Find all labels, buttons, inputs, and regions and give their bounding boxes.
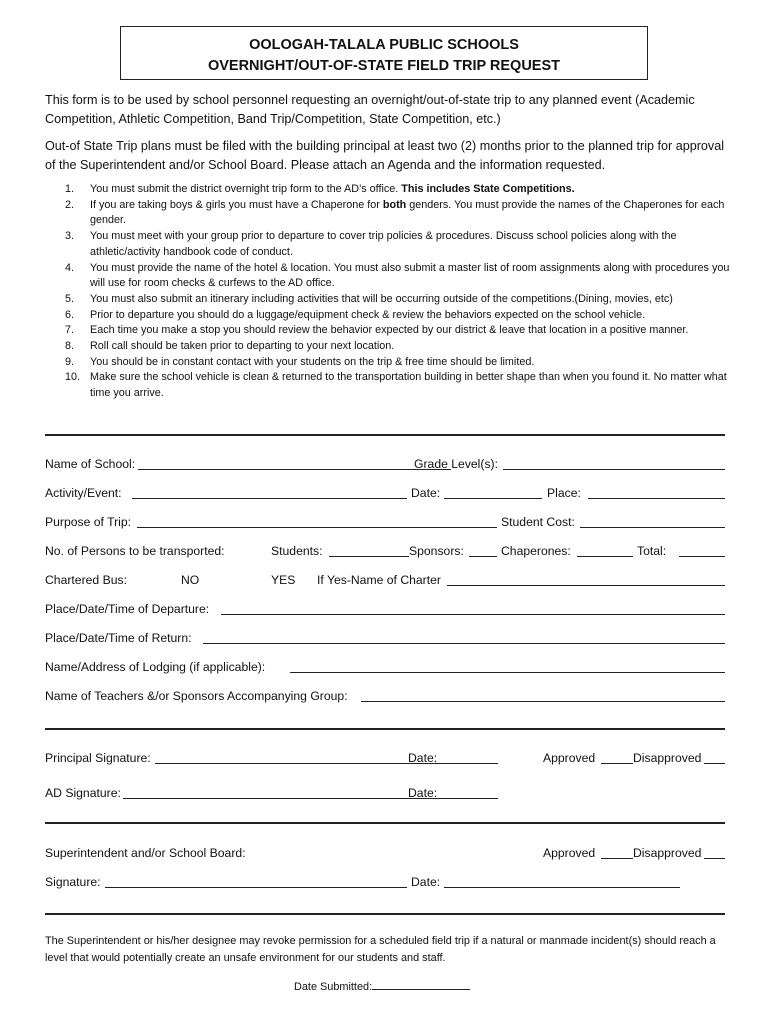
ad-row [45,784,735,802]
board-signature-field[interactable] [105,887,407,888]
activity-field[interactable] [132,498,407,499]
rule-number: 5. [65,292,75,305]
grade-label: Grade Level(s): [414,457,498,471]
principal-disapproved-label: Disapproved [633,751,702,765]
persons-label: No. of Persons to be transported: [45,544,225,558]
bus-row [45,571,735,589]
rule-number: 2. [65,198,75,211]
departure-label: Place/Date/Time of Departure: [45,602,210,616]
board-disapproved-field[interactable] [704,858,725,859]
section-divider [45,913,725,915]
purpose-field[interactable] [137,527,497,528]
school-label: Name of School: [45,457,136,471]
rule-text: Prior to departure you should do a luggage/equipment check & review the behaviors expected on the school vehicle. [90,308,646,321]
principal-disapproved-field[interactable] [704,763,725,764]
place-field[interactable] [588,498,725,499]
students-label: Students: [271,544,323,558]
board-date-field[interactable] [444,887,680,888]
school-field[interactable] [138,469,451,470]
bus-label: Chartered Bus: [45,573,127,587]
school-district-title: OOLOGAH-TALALA PUBLIC SCHOOLS [249,37,519,53]
filing-paragraph: Out-of State Trip plans must be filed with the building principal at least two (2) months prior to the planned trip for approval of the Superintendent and/or School Board. Please attach an Agenda and the information requested. [45,139,725,172]
student-cost-field[interactable] [580,527,725,528]
rule-text: Make sure the school vehicle is clean & returned to the transportation building in better shape than when you found it. No matter what time you arrive. [90,371,727,400]
date-submitted-field[interactable] [372,978,470,990]
total-field[interactable] [679,556,725,557]
principal-approved-label: Approved [543,751,596,765]
ad-date-label: Date: [408,786,438,800]
form-title: OVERNIGHT/OUT-OF-STATE FIELD TRIP REQUEST [207,58,561,74]
superintendent-row [45,844,735,862]
rule-number: 7. [65,324,75,337]
rule-item [45,229,735,260]
ad-signature-label: AD Signature: [45,786,121,800]
section-divider [45,434,725,436]
place-label: Place: [547,486,581,500]
form-title-box [120,26,648,80]
board-approved-label: Approved [543,846,596,860]
rule-item [45,292,735,308]
principal-date-label: Date: [408,751,438,765]
rule-number: 3. [65,230,75,243]
rule-text: You must submit the district overnight trip form to the AD’s office. [90,183,402,195]
school-row [45,455,735,473]
students-field[interactable] [329,556,409,557]
return-field[interactable] [203,643,725,644]
rule-item [45,182,735,198]
rule-text: If you are taking boys & girls you must have a Chaperone for [90,198,383,211]
sponsors-label: Sponsors: [409,544,464,558]
rule-number: 10. [65,371,81,384]
departure-row [45,600,735,618]
rule-item [45,261,735,292]
section-divider [45,822,725,824]
board-approved-field[interactable] [601,858,633,859]
date-submitted-label: Date Submitted: [294,981,373,993]
rule-text: You should be in constant contact with your students on the trip & free time should be limited. [90,355,535,368]
rule-text: You must also submit an itinerary including activities that will be occurring outside of the competitions.(Dining, movies, etc) [90,292,673,305]
lodging-row [45,658,735,676]
activity-date-field[interactable] [444,498,542,499]
board-date-label: Date: [411,875,441,889]
ad-date-field[interactable] [408,798,498,799]
rule-item [45,308,735,324]
rule-number: 8. [65,340,75,353]
rule-text: Each time you make a stop you should review the behavior expected by our district & leave that location in a positive manner. [90,324,689,337]
rule-item [45,323,735,339]
date-submitted-row [294,978,470,993]
rule-text-continued: genders. You must provide the names of the Chaperones for each gender. [90,198,725,227]
rule-number: 6. [65,308,75,321]
activity-date-label: Date: [411,486,441,500]
sponsors-field[interactable] [469,556,497,557]
rule-emphasis: both [382,198,407,211]
bus-no-option[interactable]: NO [181,573,200,587]
board-disapproved-label: Disapproved [633,846,702,860]
bus-yes-option[interactable]: YES [271,573,296,587]
student-cost-label: Student Cost: [501,515,575,529]
purpose-label: Purpose of Trip: [45,515,132,529]
principal-date-field[interactable] [408,763,498,764]
total-label: Total: [637,544,667,558]
return-label: Place/Date/Time of Return: [45,631,192,645]
teachers-label: Name of Teachers &/or Sponsors Accompanying Group: [45,689,348,703]
principal-signature-field[interactable] [155,763,408,764]
rule-item [45,370,735,401]
charter-label: If Yes-Name of Charter [317,573,441,587]
principal-signature-label: Principal Signature: [45,751,151,765]
rule-number: 9. [65,355,75,368]
rule-text: Roll call should be taken prior to departing to your next location. [90,340,395,353]
chaperones-field[interactable] [577,556,633,557]
rule-number: 1. [65,183,75,195]
teachers-row [45,687,735,705]
rule-item [45,339,735,355]
return-row [45,629,735,647]
board-signature-label: Signature: [45,875,101,889]
rule-item [45,355,735,371]
section-divider [45,728,725,730]
rule-number: 4. [65,261,75,274]
lodging-field[interactable] [290,672,725,673]
trip-rules-list [45,182,735,402]
persons-row [45,542,735,560]
board-signature-row [45,873,735,891]
purpose-row [45,513,735,531]
principal-approved-field[interactable] [601,763,633,764]
activity-row [45,484,735,502]
rule-emphasis: This includes State Competitions. [401,183,575,195]
grade-field[interactable] [503,469,725,470]
chaperones-label: Chaperones: [501,544,571,558]
ad-signature-field[interactable] [123,798,408,799]
activity-label: Activity/Event: [45,486,122,500]
departure-field[interactable] [221,614,725,615]
teachers-field[interactable] [361,701,725,702]
rule-text: You must provide the name of the hotel & location. You must also submit a master list of room assignments along with procedures you will use for room checks & curfews to the AD office. [90,261,730,290]
superintendent-label: Superintendent and/or School Board: [45,846,246,860]
intro-paragraph: This form is to be used by school personnel requesting an overnight/out-of-state trip to any planned event (Academic Competition, Athletic Competition, Band Trip/Competition, State Competition, etc.) [45,93,695,126]
revocation-note: The Superintendent or his/her designee may revoke permission for a scheduled field trip if a natural or manmade incident(s) should reach a level that would potentially create an unsafe environment for our students and staff. [45,935,716,964]
rule-item [45,198,735,229]
rule-text: You must meet with your group prior to departure to cover trip policies & procedures. Discuss school policies along with the athletic/activity handbook code of conduct. [90,230,677,258]
principal-row [45,749,735,767]
charter-field[interactable] [447,585,725,586]
lodging-label: Name/Address of Lodging (if applicable): [45,660,266,674]
